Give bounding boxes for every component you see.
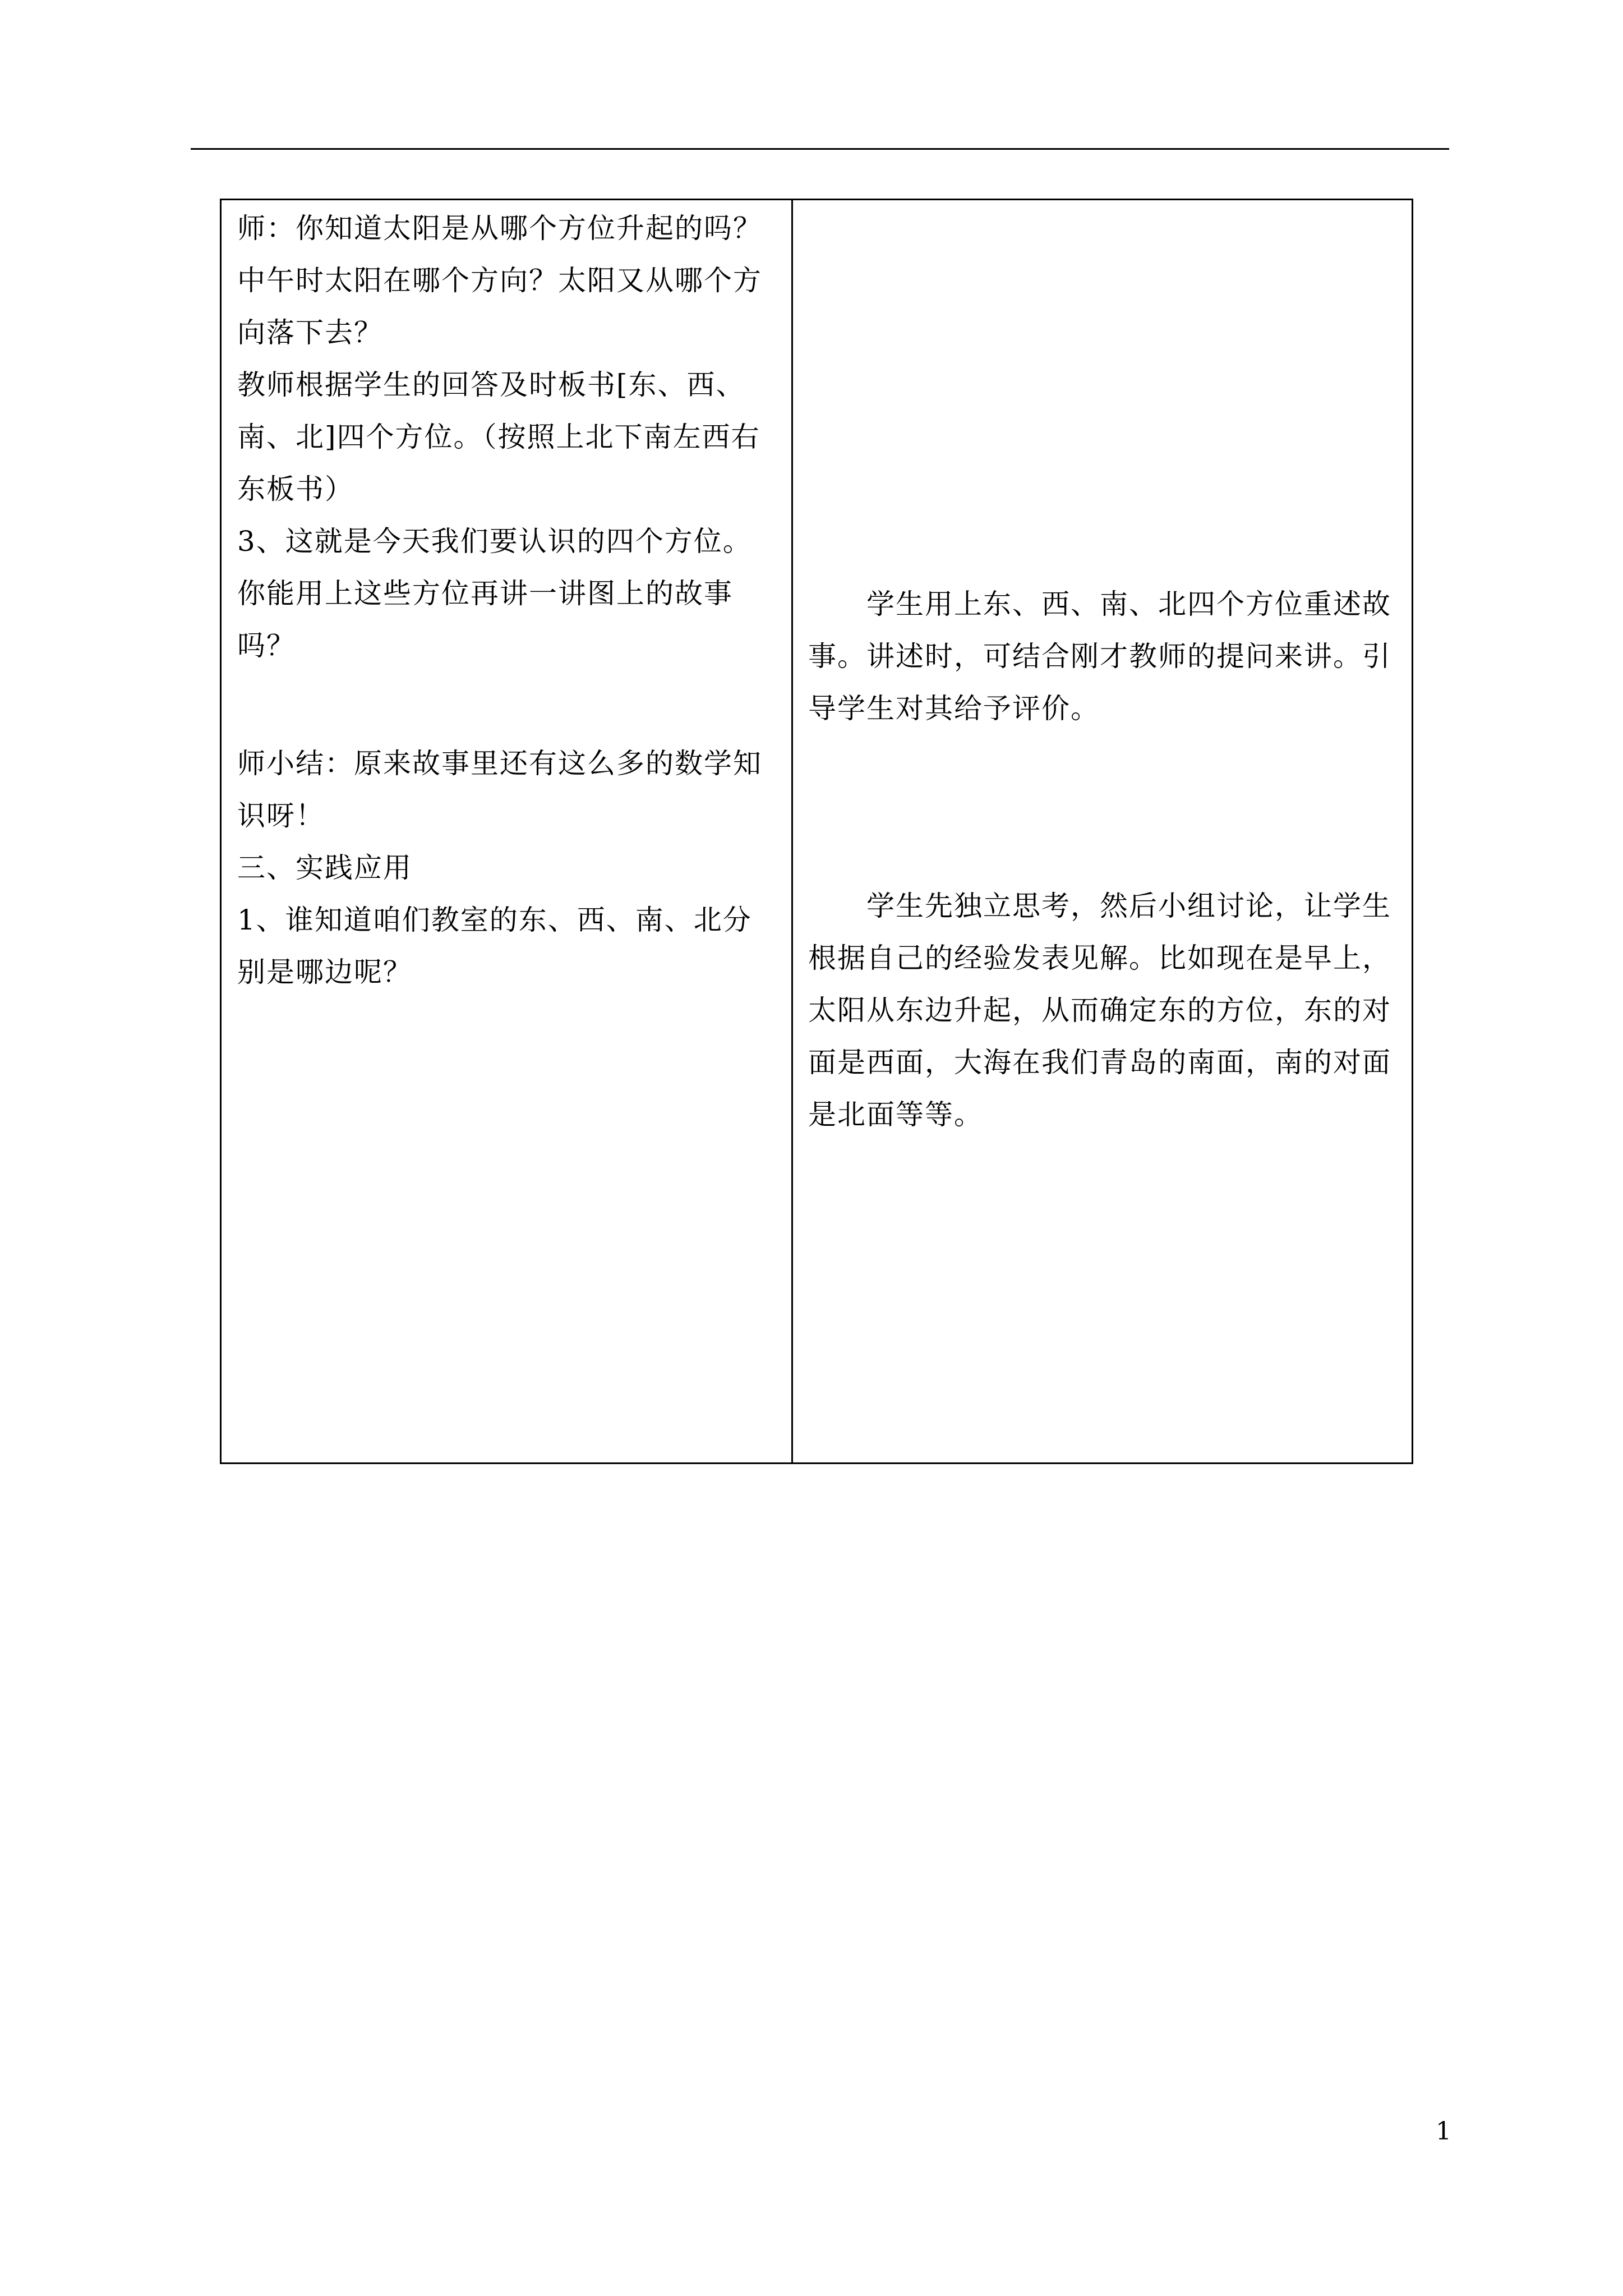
retell-story-paragraph: 3、这就是今天我们要认识的四个方位。你能用上这些方位再讲一讲图上的故事吗？ [237, 525, 752, 662]
student-discussion-paragraph: 学生先独立思考，然后小组讨论，让学生根据自己的经验发表见解。比如现在是早上，太阳从东边升起，从而确定东的方位，东的对面是西面，大海在我们青岛的南面，南的对面是北面等等。 [808, 890, 1391, 1131]
teacher-question-paragraph: 师：你知道太阳是从哪个方位升起的吗？中午时太阳在哪个方向？太阳又从哪个方向落下去？ [237, 212, 762, 349]
header-rule [191, 148, 1449, 150]
board-writing-paragraph: 教师根据学生的回答及时板书[东、西、南、北]四个方位。（按照上北下南左西右东板书） [237, 369, 760, 505]
section-heading-practice: 三、实践应用 [237, 852, 412, 884]
column-divider [791, 200, 793, 1462]
student-retell-paragraph: 学生用上东、西、南、北四个方位重述故事。讲述时，可结合刚才教师的提问来讲。引导学生对其给予评价。 [808, 588, 1391, 725]
teacher-summary-paragraph: 师小结：原来故事里还有这么多的数学知识呀！ [237, 747, 762, 832]
page-number: 1 [1436, 2117, 1451, 2146]
classroom-direction-question: 1、谁知道咱们教室的东、西、南、北分别是哪边呢？ [237, 904, 752, 988]
lesson-table [220, 199, 1413, 1464]
